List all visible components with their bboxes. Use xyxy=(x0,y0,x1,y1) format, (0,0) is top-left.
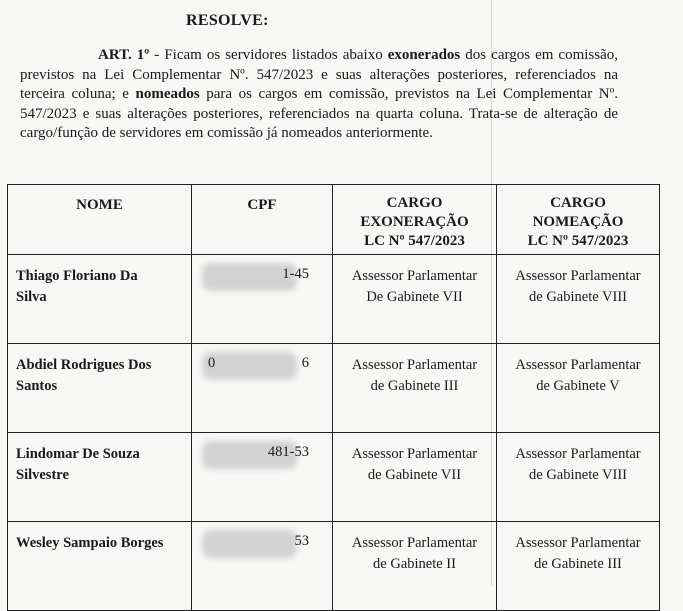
cargo-line1: Assessor Parlamentar xyxy=(515,357,641,373)
row-cargo-nomeacao xyxy=(497,433,660,522)
cargo-line1: Assessor Parlamentar xyxy=(351,535,478,551)
header-nomeacao-line3: LC Nº 547/2023 xyxy=(527,233,629,249)
header-exoneracao xyxy=(333,185,497,255)
name-line1: Lindomar De Souza xyxy=(16,446,140,462)
cargo-line1: Assessor Parlamentar xyxy=(351,268,478,284)
table-row xyxy=(8,522,660,611)
row-cpf xyxy=(192,255,333,344)
row-cargo-exoneracao xyxy=(333,344,497,433)
servers-table xyxy=(7,184,660,611)
cargo-line1: Assessor Parlamentar xyxy=(515,535,641,551)
cargo-line2: de Gabinete II xyxy=(373,556,456,572)
cargo-line2: de Gabinete III xyxy=(370,378,459,394)
resolve-heading: RESOLVE: xyxy=(186,12,269,29)
row-name xyxy=(8,522,192,611)
cargo-line2: De Gabinete VII xyxy=(366,289,463,305)
row-cpf xyxy=(192,344,333,433)
nomeados-emphasis: nomeados xyxy=(135,86,200,102)
cargo-line2: de Gabinete VII xyxy=(367,467,462,483)
cargo-line2: de Gabinete III xyxy=(534,556,622,572)
row-cargo-nomeacao xyxy=(497,255,660,344)
row-cargo-exoneracao xyxy=(333,255,497,344)
header-exoneracao-line3: LC Nº 547/2023 xyxy=(364,233,465,249)
table-header-row xyxy=(8,185,660,255)
cpf-visible-head: 0 xyxy=(208,355,216,371)
exonerados-emphasis: exonerados xyxy=(387,47,461,63)
paragraph-text-1: - Ficam os servidores listados abaixo xyxy=(149,47,388,63)
row-cpf xyxy=(192,522,333,611)
cargo-line2: de Gabinete VIII xyxy=(529,289,627,305)
article-paragraph xyxy=(20,46,618,144)
header-cpf: CPF xyxy=(192,185,333,255)
paragraph-text-3: para os cargos em comissão, previstos na Lei Complementar Nº. 547/2023 e suas alterações posteriores, referenciados na quarta coluna. Trata-se de alteração de cargo/função de servidores em comissão já nomeados anteriormente. xyxy=(20,86,618,141)
cpf-visible-tail: 53 xyxy=(294,533,309,549)
header-nome: NOME xyxy=(8,185,192,255)
header-nomeacao xyxy=(497,185,660,255)
paragraph-text-2: dos cargos em comissão, previstos na Lei Complementar Nº. 547/2023 e suas alterações posteriores, referenciados na terceira coluna; e xyxy=(20,47,618,102)
row-cpf xyxy=(192,433,333,522)
cpf-visible-tail: 6 xyxy=(301,355,309,371)
name-line2: Silvestre xyxy=(16,467,69,483)
row-name xyxy=(8,433,192,522)
cargo-line2: de Gabinete V xyxy=(536,378,620,394)
name-line2: Silva xyxy=(16,289,47,305)
name-line1: Abdiel Rodrigues Dos xyxy=(16,357,152,373)
header-exoneracao-line2: EXONERAÇÃO xyxy=(360,214,469,230)
cargo-line1: Assessor Parlamentar xyxy=(351,357,478,373)
name-line1: Thiago Floriano Da xyxy=(16,268,138,284)
article-number: ART. 1º xyxy=(98,47,150,63)
cpf-redaction-blur xyxy=(202,352,297,380)
cpf-visible-tail: 481-53 xyxy=(267,444,309,460)
row-cargo-nomeacao xyxy=(497,522,660,611)
header-exoneracao-line1: CARGO xyxy=(386,195,443,211)
row-cargo-exoneracao xyxy=(333,522,497,611)
name-line1: Wesley Sampaio Borges xyxy=(16,535,164,551)
row-cargo-exoneracao xyxy=(333,433,497,522)
row-name xyxy=(8,344,192,433)
cargo-line1: Assessor Parlamentar xyxy=(351,446,478,462)
table-row xyxy=(8,344,660,433)
name-line2: Santos xyxy=(16,378,58,394)
row-name xyxy=(8,255,192,344)
header-nomeacao-line2: NOMEAÇÃO xyxy=(532,214,624,230)
cpf-redaction-blur xyxy=(202,530,297,558)
cpf-visible-tail: 1-45 xyxy=(282,266,309,282)
table-row xyxy=(8,255,660,344)
table-row xyxy=(8,433,660,522)
cargo-line2: de Gabinete VIII xyxy=(529,467,627,483)
header-nomeacao-line1: CARGO xyxy=(550,195,606,211)
cargo-line1: Assessor Parlamentar xyxy=(515,446,641,462)
cargo-line1: Assessor Parlamentar xyxy=(515,268,641,284)
row-cargo-nomeacao xyxy=(497,344,660,433)
